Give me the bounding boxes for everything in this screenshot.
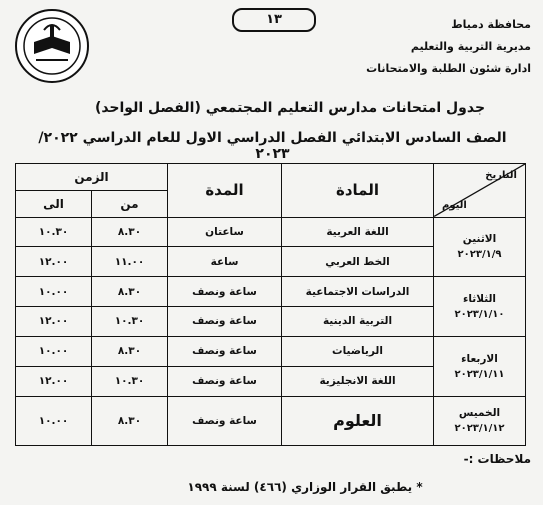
- header-time: الزمن: [16, 164, 168, 191]
- day-cell-thursday: [434, 396, 526, 445]
- to-cell: ١٠.٠٠: [16, 396, 92, 445]
- header-to: الى: [16, 190, 92, 217]
- day-date: ٢٠٢٣/١/١٢: [454, 423, 505, 435]
- to-cell: ١٢.٠٠: [16, 247, 92, 277]
- day-name: الخميس: [458, 407, 501, 420]
- page-number: ١٣: [232, 8, 316, 32]
- schedule-subtitle: الصف السادس الابتدائي الفصل الدراسي الاول للعام الدراسي ٢٠٢٢/ ٢٠٢٣: [38, 130, 507, 162]
- header-date-day: [434, 164, 526, 218]
- header-date: التاريخ: [485, 170, 517, 181]
- day-name: الثلاثاء: [462, 293, 497, 306]
- subject-cell: العلوم: [282, 396, 434, 445]
- subject-cell: الخط العربي: [282, 247, 434, 277]
- day-name: الاربعاء: [461, 352, 498, 365]
- governorate-text: محافظة دمياط: [451, 18, 531, 31]
- duration-cell: ساعة ونصف: [168, 336, 282, 366]
- day-cell-tuesday: [434, 277, 526, 337]
- subject-cell: اللغة العربية: [282, 217, 434, 247]
- header-duration: المدة: [168, 164, 282, 218]
- from-cell: ٨.٣٠: [92, 217, 168, 247]
- to-cell: ١٠.٣٠: [16, 217, 92, 247]
- header-block: [361, 14, 531, 80]
- from-cell: ١١.٠٠: [92, 247, 168, 277]
- day-date: ٢٠٢٣/١/٩: [457, 249, 502, 261]
- from-cell: ٨.٣٠: [92, 396, 168, 445]
- subject-cell: التربية الدينية: [282, 307, 434, 337]
- header-subject: المادة: [282, 164, 434, 218]
- to-cell: ١٠.٠٠: [16, 277, 92, 307]
- exam-table: [15, 163, 526, 446]
- day-date: ٢٠٢٣/١/١١: [454, 368, 505, 380]
- duration-cell: ساعة ونصف: [168, 307, 282, 337]
- header-from: من: [92, 190, 168, 217]
- day-date: ٢٠٢٣/١/١٠: [454, 309, 505, 321]
- from-cell: ٨.٣٠: [92, 336, 168, 366]
- subject-cell: اللغة الانجليزية: [282, 366, 434, 396]
- to-cell: ١٢.٠٠: [16, 366, 92, 396]
- from-cell: ٨.٣٠: [92, 277, 168, 307]
- subject-cell: الرياضيات: [282, 336, 434, 366]
- duration-cell: ساعة ونصف: [168, 277, 282, 307]
- header-day: اليوم: [442, 199, 467, 211]
- to-cell: ١٢.٠٠: [16, 307, 92, 337]
- directorate-text: مديرية التربية والتعليم: [410, 40, 531, 53]
- duration-cell: ساعة: [168, 247, 282, 277]
- day-name: الاثنين: [462, 233, 497, 246]
- from-cell: ١٠.٣٠: [92, 366, 168, 396]
- ministry-emblem-icon: [14, 8, 90, 84]
- decree-note: * يطبق القرار الوزاري (٤٦٦) لسنة ١٩٩٩: [187, 480, 423, 494]
- from-cell: ١٠.٣٠: [92, 307, 168, 337]
- duration-cell: ساعة ونصف: [168, 366, 282, 396]
- duration-cell: ساعة ونصف: [168, 396, 282, 445]
- subject-cell: الدراسات الاجتماعية: [282, 277, 434, 307]
- department-text: ادارة شئون الطلبة والامتحانات: [366, 62, 531, 75]
- notes-label: ملاحظات :-: [463, 452, 531, 466]
- day-cell-monday: [434, 217, 526, 277]
- to-cell: ١٠.٠٠: [16, 336, 92, 366]
- day-cell-wednesday: [434, 336, 526, 396]
- duration-cell: ساعتان: [168, 217, 282, 247]
- schedule-title: جدول امتحانات مدارس التعليم المجتمعي (الفصل الواحد): [94, 100, 486, 116]
